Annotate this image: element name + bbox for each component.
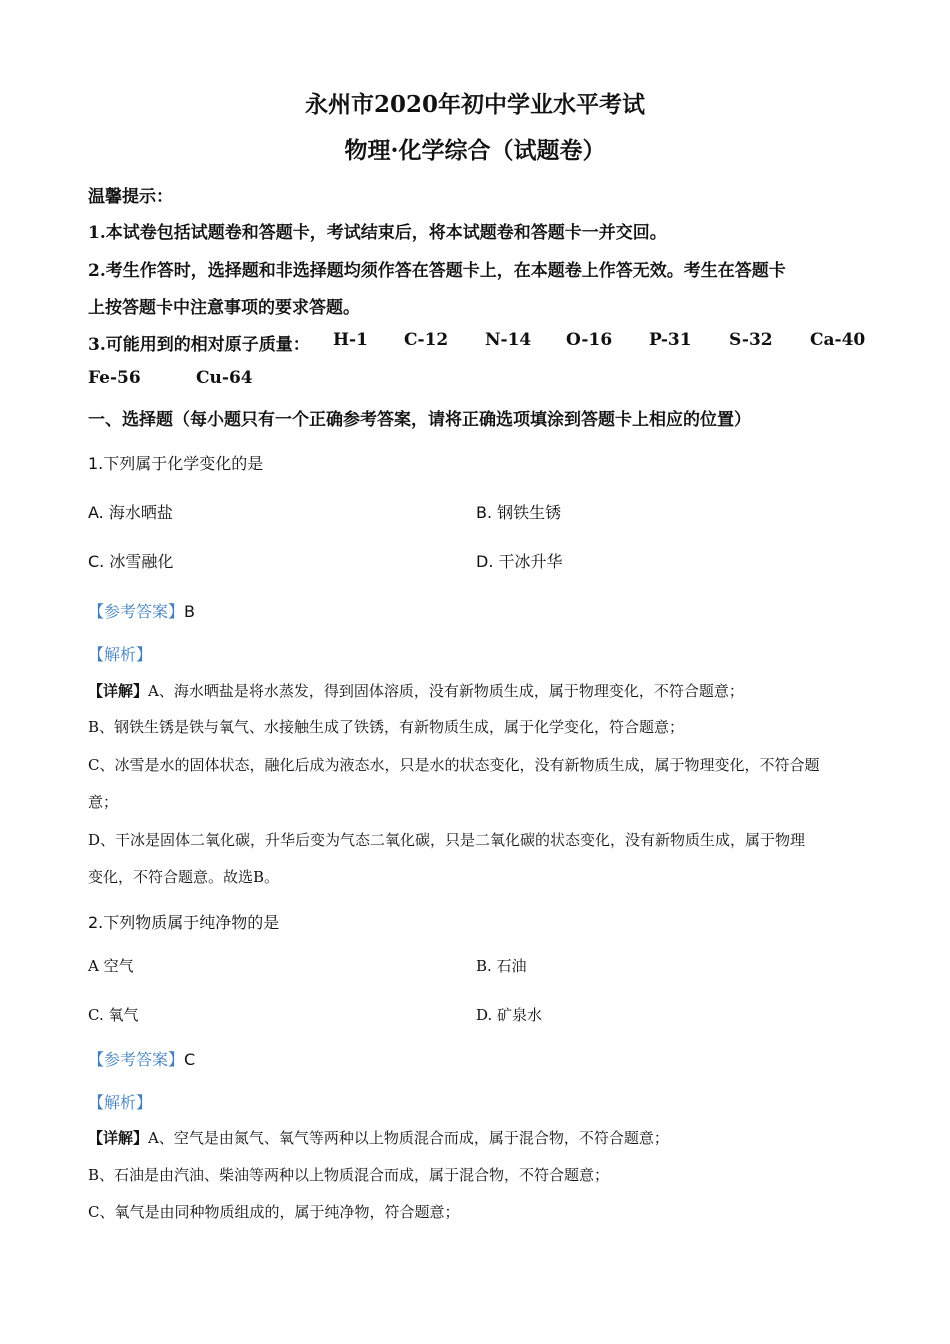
notice-item-3 [88, 330, 310, 355]
mass-ca: Ca-40 [810, 330, 866, 350]
mass-c: C-12 [404, 330, 449, 350]
page-subtitle: 物理·化学综合（试题卷） [344, 137, 606, 164]
question-2-stem: 2.下列物质属于纯净物的是 [88, 913, 280, 932]
question-1-detail-b: B、钢铁生锈是铁与氧气、水接触生成了铁锈，有新物质生成，属于化学变化，符合题意； [88, 718, 685, 736]
question-2-analysis-label: 【解析】 [88, 1093, 153, 1112]
question-2-detail-b: B、石油是由汽油、柴油等两种以上物质混合而成，属于混合物，不符合题意； [88, 1166, 610, 1184]
question-1-detail-c-line-2: 意； [88, 793, 119, 811]
question-2-option-a: A 空气 [88, 957, 134, 975]
section-heading: 一、选择题（每小题只有一个正确参考答案，请将正确选项填涂到答题卡上相应的位置） [88, 410, 751, 430]
detail-text: A、空气是由氮气、氧气等两种以上物质混合而成，属于混合物，不符合题意； [148, 1129, 669, 1147]
mass-fe: Fe-56 [88, 368, 141, 388]
answer-label: 【参考答案】 [88, 1050, 185, 1069]
question-1-option-b: B. 钢铁生锈 [476, 503, 562, 522]
question-1-detail-c-line-1: C、冰雪是水的固体状态，融化后成为液态水，只是水的状态变化，没有新物质生成，属于物理变化，不符合题 [88, 756, 820, 774]
notice-item-1: 1.本试卷包括试题卷和答题卡，考试结束后，将本试题卷和答题卡一并交回。 [88, 223, 667, 243]
mass-cu: Cu-64 [196, 368, 253, 388]
question-2-detail-a [88, 1127, 669, 1148]
mass-s: S-32 [729, 330, 773, 350]
mass-p: P-31 [649, 330, 692, 350]
question-1-detail-d-line-1: D、干冰是固体二氧化碳，升华后变为气态二氧化碳，只是二氧化碳的状态变化，没有新物质生成，属于物理 [88, 831, 806, 849]
question-2-option-b: B. 石油 [476, 957, 527, 975]
detail-text: A、海水晒盐是将水蒸发，得到固体溶质，没有新物质生成，属于物理变化，不符合题意； [148, 682, 744, 700]
notice-item-3-prefix: 3.可能用到的相对原子质量： [88, 335, 310, 355]
page-title: 永州市2020年初中学业水平考试 [304, 91, 645, 118]
question-2-answer [88, 1047, 195, 1070]
question-1-stem: 1.下列属于化学变化的是 [88, 454, 264, 473]
answer-value: B [184, 602, 195, 621]
question-2-option-d: D. 矿泉水 [476, 1006, 543, 1024]
question-1-option-c: C. 冰雪融化 [88, 552, 174, 571]
mass-o: O-16 [566, 330, 613, 350]
detail-label: 【详解】 [88, 1129, 149, 1147]
question-1-option-a: A. 海水晒盐 [88, 503, 173, 522]
notice-item-2-line-2: 上按答题卡中注意事项的要求答题。 [88, 298, 360, 318]
notice-heading: 温馨提示： [88, 187, 173, 207]
question-2-detail-c: C、氧气是由同种物质组成的，属于纯净物，符合题意； [88, 1203, 460, 1221]
answer-label: 【参考答案】 [88, 602, 185, 621]
question-1-detail-a [88, 680, 744, 701]
answer-value: C [184, 1050, 196, 1069]
mass-n: N-14 [485, 330, 532, 350]
question-1-answer [88, 599, 195, 622]
question-1-option-d: D. 干冰升华 [476, 552, 563, 571]
question-1-detail-d-line-2: 变化，不符合题意。故选B。 [88, 868, 280, 886]
question-2-option-c: C. 氧气 [88, 1006, 139, 1024]
detail-label: 【详解】 [88, 682, 149, 700]
mass-h: H-1 [333, 330, 368, 350]
question-1-analysis-label: 【解析】 [88, 645, 153, 664]
notice-item-2-line-1: 2.考生作答时，选择题和非选择题均须作答在答题卡上，在本题卷上作答无效。考生在答题卡 [88, 261, 786, 281]
